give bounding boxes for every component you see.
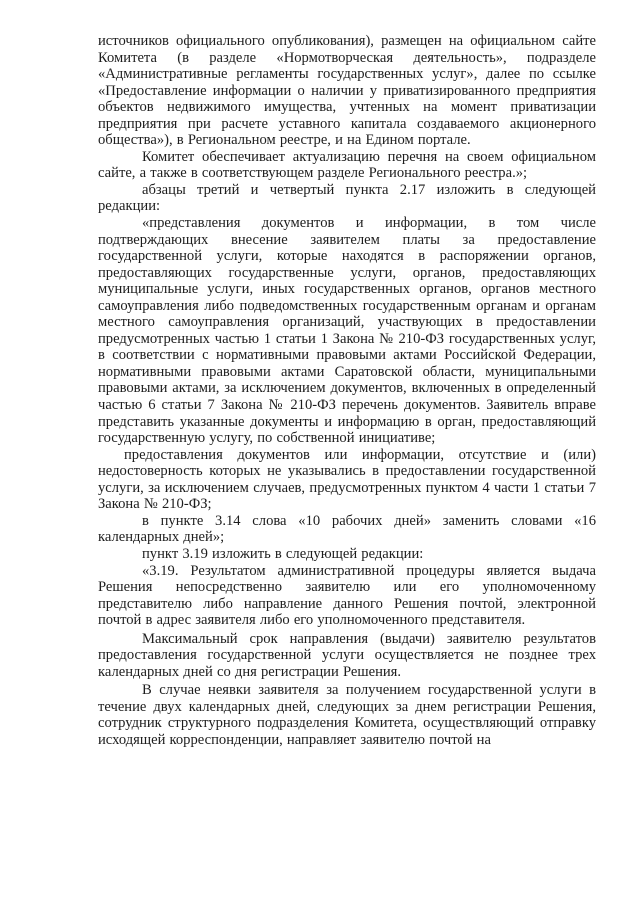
- paragraph-max-term: Максимальный срок направления (выдачи) заявителю результатов предоставления государственной услуги осуществляется не позднее трех календарных дней со дня регистрации Решения.: [98, 630, 596, 680]
- paragraph-documents-submission: «представления документов и информации, в том числе подтверждающих внесение заявителем платы за предоставление государственной услуги, которые находятся в распоряжении органов, предоставляющих государственные услуги, органов, предоставляющих муниципальные услуги, иных государственных органов, органов местного самоуправления либо подведомственных государственным органам и органам местного самоуправления организаций, участвующих в предоставлении предусмотренных частью 1 статьи 1 Закона № 210-ФЗ государственных услуг, в соответствии с нормативными правовыми актами Российской Федерации, нормативными правовыми актами Саратовской области, муниципальными правовыми актами, за исключением документов, включенных в определенный частью 6 статьи 7 Закона № 210-ФЗ перечень документов. Заявитель вправе представить указанные документы и информацию в орган, предоставляющий государственную услугу, по собственной инициативе;: [98, 215, 596, 447]
- paragraph-no-show: В случае неявки заявителя за получением государственной услуги в течение двух календарных дней, следующих за днем регистрации Решения, сотрудник структурного подразделения Комитета, осуществляющий отправку исходящей корреспонденции, направляет заявителю почтой на: [98, 682, 596, 748]
- paragraph-procedure-result: «3.19. Результатом административной процедуры является выдача Решения непосредственно заявителю или его уполномоченному представителю либо направление данного Решения почтой, электронной почтой в адрес заявителя либо его уполномоченного представителя.: [98, 562, 596, 629]
- paragraph-amendment-2-17: абзацы третий и четвертый пункта 2.17 изложить в следующей редакции:: [98, 181, 596, 215]
- paragraph-committee-updates: Комитет обеспечивает актуализацию перечня на своем официальном сайте, а также в соответствующем разделе Регионального реестра.»;: [98, 148, 596, 182]
- paragraph-documents-inaccuracy: предоставления документов или информации, отсутствие и (или) недостоверность которых не указывались в предоставлении государственной услуги, за исключением случаев, предусмотренных пунктом 4 части 1 статьи 7 Закона № 210-ФЗ;: [98, 446, 596, 513]
- paragraph-publication-info: источников официального опубликования), размещен на официальном сайте Комитета (в разделе «Нормотворческая деятельность», подразделе «Административные регламенты государственных услуг», далее по ссылке «Предоставление информации о наличии у приватизированного предприятия объектов недвижимого имущества, учтенных на момент приватизации предприятия при расчете уставного капитала создаваемого акционерного общества»), в Региональном реестре, и на Едином портале.: [98, 33, 596, 149]
- paragraph-amendment-3-19: пункт 3.19 изложить в следующей редакции:: [142, 545, 424, 562]
- paragraph-amendment-3-14: в пункте 3.14 слова «10 рабочих дней» заменить словами «16 календарных дней»;: [98, 512, 596, 546]
